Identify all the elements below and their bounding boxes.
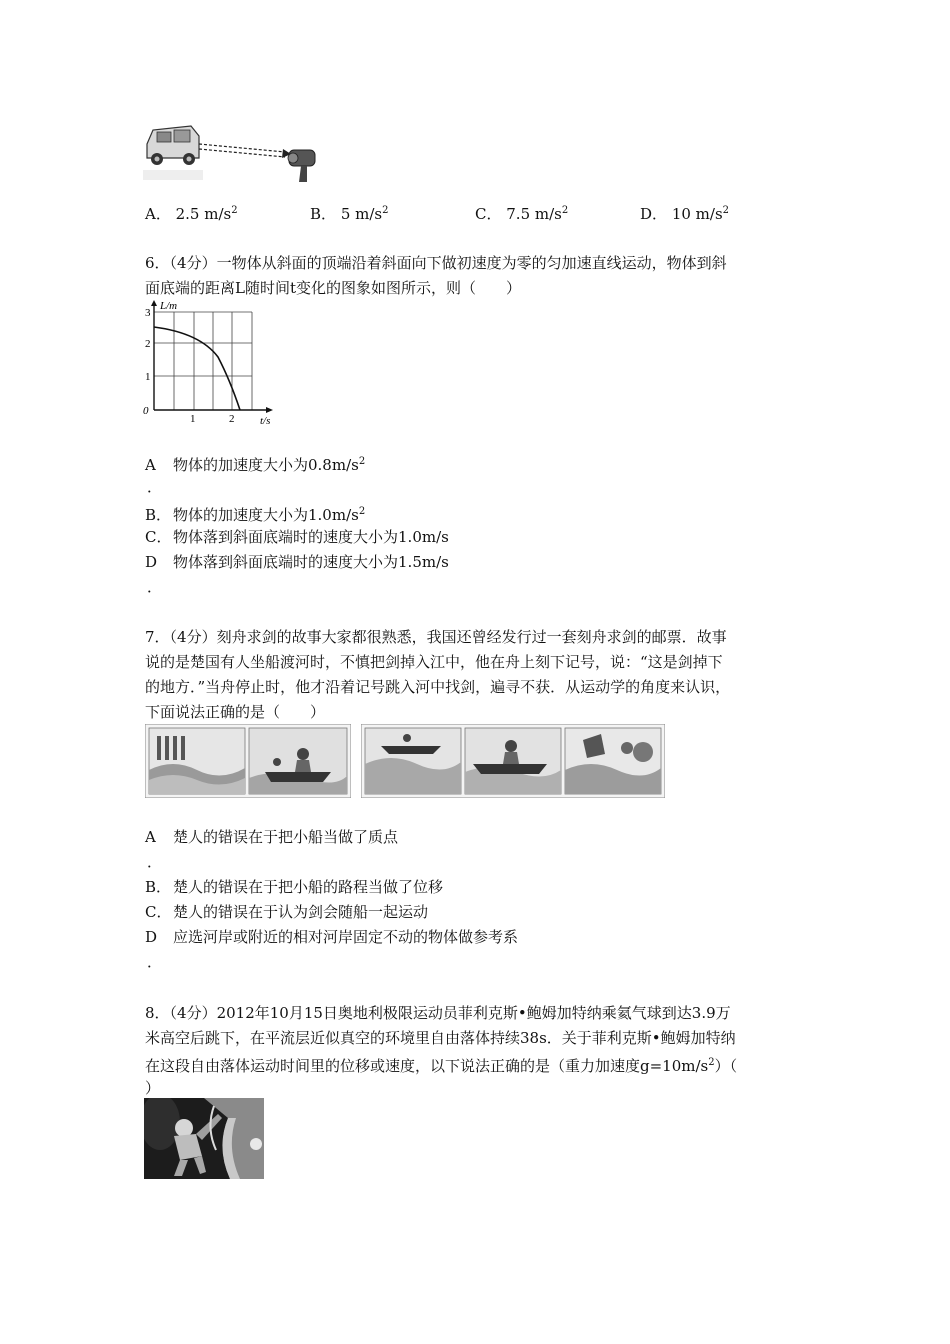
stem-text: 在这段自由落体运动时间里的位移或速度，以下说法正确的是（重力加速度g=10m/s — [145, 1057, 709, 1075]
q7-option-c — [145, 902, 428, 922]
graph-ylabel: L/m — [160, 300, 178, 312]
q7-option-d — [145, 927, 518, 947]
superscript: 2 — [358, 506, 366, 517]
q7-stem-line: 说的是楚国有人坐船渡河时，不慎把剑掉入江中，他在舟上刻下记号，说：“这是剑掉下 — [145, 653, 723, 671]
q8-stem-line: 8．（4分）2012年10月15日奥地利极限运动员菲利克斯•鲍姆加特纳乘氦气球到达3.9万 — [145, 1004, 731, 1022]
option-text: 物体的加速度大小为1.0m/s — [173, 506, 359, 524]
superscript: 2 — [382, 205, 389, 216]
q6-stem-line: 6．（4分）一物体从斜面的顶端沿着斜面向下做初速度为零的匀加速直线运动，物体到斜 — [145, 254, 727, 272]
option-letter: B． — [310, 205, 337, 223]
q5-option-d — [640, 203, 729, 224]
q8-stem-line: ） — [145, 1079, 161, 1097]
option-letter: C． — [475, 205, 502, 223]
stamps-image-right — [361, 724, 665, 798]
q6-option-a — [145, 452, 365, 475]
option-dot: ． — [147, 578, 163, 596]
q7-stem-line: 7．（4分）刻舟求剑的故事大家都很熟悉，我国还曾经发行过一套刻舟求剑的邮票．故事 — [145, 628, 727, 646]
option-text: 物体的加速度大小为0.8m/s — [173, 456, 359, 474]
option-letter: C． — [145, 903, 172, 921]
option-letter: D — [145, 928, 158, 946]
option-text: 楚人的错误在于认为剑会随船一起运动 — [173, 903, 429, 921]
skydiver-photo — [144, 1098, 264, 1179]
option-text: 楚人的错误在于把小船的路程当做了位移 — [173, 878, 444, 896]
car-illustration — [143, 122, 323, 188]
option-letter: D． — [640, 205, 668, 223]
option-letter: A — [145, 828, 156, 846]
superscript: 2 — [231, 205, 238, 216]
q8-stem-line — [145, 1053, 737, 1076]
superscript: 2 — [708, 1057, 715, 1068]
option-letter: A — [145, 456, 156, 474]
option-letter: B． — [145, 506, 172, 524]
option-text: 物体落到斜面底端时的速度大小为1.0m/s — [173, 528, 449, 546]
stem-text: ）（ — [714, 1057, 738, 1075]
superscript: 2 — [722, 205, 730, 216]
graph-ytick: 1 — [145, 371, 151, 383]
superscript: 2 — [561, 205, 569, 216]
q6-option-b — [145, 502, 365, 525]
graph-xtick: 1 — [190, 413, 196, 425]
option-dot: ． — [147, 853, 163, 871]
option-letter: D — [145, 553, 158, 571]
graph-ytick: 2 — [145, 338, 151, 350]
option-letter: B． — [145, 878, 172, 896]
option-text: 5 m/s — [340, 205, 383, 223]
q6-option-d — [145, 552, 449, 572]
q8-stem-line: 米高空后跳下，在平流层近似真空的环境里自由落体持续38s．关于菲利克斯•鲍姆加特纳 — [145, 1029, 736, 1047]
option-letter: C． — [145, 528, 172, 546]
graph-xtick: 2 — [229, 413, 235, 425]
q5-option-a — [145, 203, 238, 224]
q7-option-a — [145, 827, 398, 847]
option-letter: A． — [145, 205, 171, 223]
superscript: 2 — [358, 456, 366, 467]
q5-option-b — [310, 203, 388, 224]
q5-option-c — [475, 203, 568, 224]
option-dot: ． — [147, 478, 163, 496]
option-text: 应选河岸或附近的相对河岸固定不动的物体做参考系 — [173, 928, 519, 946]
q7-stem-line: 的地方．”当舟停止时，他才沿着记号跳入河中找剑，遍寻不获．从运动学的角度来认识， — [145, 678, 731, 696]
option-text: 2.5 m/s — [175, 205, 232, 223]
stamps-image-left — [145, 724, 351, 798]
q7-stem-line: 下面说法正确的是（ ） — [145, 703, 326, 721]
graph-xlabel: t/s — [260, 415, 271, 427]
option-text: 物体落到斜面底端时的速度大小为1.5m/s — [173, 553, 449, 571]
option-text: 楚人的错误在于把小船当做了质点 — [173, 828, 399, 846]
q6-stem-line: 面底端的距离L随时间t变化的图象如图所示，则（ ） — [145, 279, 521, 297]
q6-option-c — [145, 527, 449, 547]
graph-origin: 0 — [143, 405, 149, 417]
q7-option-b — [145, 877, 443, 897]
graph-ytick: 3 — [145, 307, 151, 319]
option-text: 10 m/s — [671, 205, 723, 223]
option-text: 7.5 m/s — [506, 205, 562, 223]
q6-graph — [140, 300, 280, 430]
option-dot: ． — [147, 953, 163, 971]
